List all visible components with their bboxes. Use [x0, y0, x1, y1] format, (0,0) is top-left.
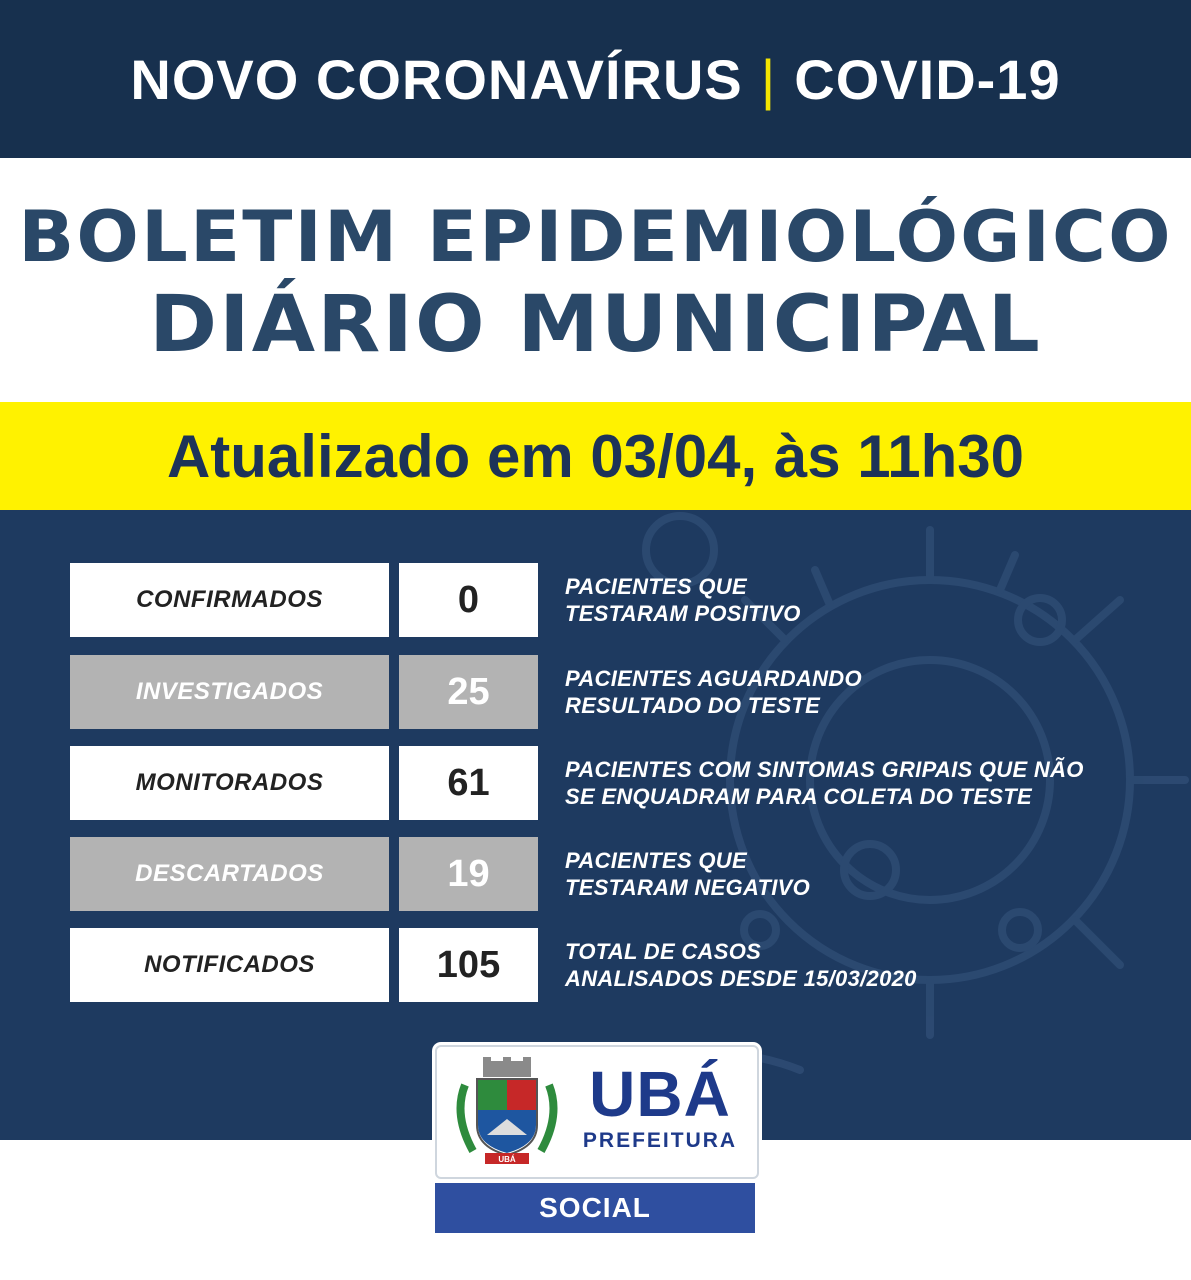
stat-description-line: PACIENTES QUE [565, 574, 747, 599]
stat-value: 61 [399, 746, 538, 820]
stat-description-line: TESTARAM NEGATIVO [565, 875, 811, 900]
page-title: BOLETIM EPIDEMIOLÓGICO [18, 196, 1173, 278]
update-text: Atualizado em 03/04, às 11h30 [166, 422, 1025, 490]
stat-description [565, 665, 1165, 719]
stat-description [565, 573, 1165, 627]
stat-label: INVESTIGADOS [70, 655, 389, 729]
prefeitura-logo [435, 1045, 759, 1179]
stat-label: MONITORADOS [70, 746, 389, 820]
update-banner [0, 402, 1191, 510]
stat-description [565, 847, 1165, 901]
brand-name: UBÁ [589, 1058, 731, 1130]
stat-value: 0 [399, 563, 538, 637]
stat-description [565, 938, 1165, 992]
stat-value: 19 [399, 837, 538, 911]
stat-row-monitorados [0, 746, 1191, 820]
stat-description-line: RESULTADO DO TESTE [565, 693, 821, 718]
stat-description-line: PACIENTES AGUARDANDO [565, 666, 862, 691]
stat-row-confirmados [0, 563, 1191, 637]
stat-label: NOTIFICADOS [70, 928, 389, 1002]
stat-description [565, 756, 1165, 810]
stat-description-line: PACIENTES COM SINTOMAS GRIPAIS QUE NÃO [565, 757, 1084, 782]
coat-of-arms-icon [447, 1055, 567, 1167]
stat-description-line: ANALISADOS DESDE 15/03/2020 [565, 966, 917, 991]
header-bar [0, 0, 1191, 158]
stat-label: CONFIRMADOS [70, 563, 389, 637]
stat-description-line: TESTARAM POSITIVO [565, 601, 801, 626]
stat-row-investigados [0, 655, 1191, 729]
title-area [0, 158, 1191, 402]
stat-description-line: PACIENTES QUE [565, 848, 747, 873]
stat-row-descartados [0, 837, 1191, 911]
header-separator: | [760, 47, 777, 111]
department-label: SOCIAL [539, 1192, 651, 1223]
header-left-text: NOVO CORONAVÍRUS [130, 47, 743, 111]
department-badge [435, 1183, 755, 1233]
stat-description-line: SE ENQUADRAM PARA COLETA DO TESTE [565, 784, 1033, 809]
stat-description-line: TOTAL DE CASOS [565, 939, 762, 964]
stat-value: 105 [399, 928, 538, 1002]
stat-value: 25 [399, 655, 538, 729]
stat-row-notificados [0, 928, 1191, 1002]
brand-subtitle: PREFEITURA [582, 1129, 738, 1152]
crest-text: UBÁ [498, 1155, 516, 1164]
header-right-text: COVID-19 [794, 47, 1061, 111]
brand-wordmark [575, 1058, 745, 1153]
stat-label: DESCARTADOS [70, 837, 389, 911]
page-subtitle: DIÁRIO MUNICIPAL [149, 280, 1042, 370]
